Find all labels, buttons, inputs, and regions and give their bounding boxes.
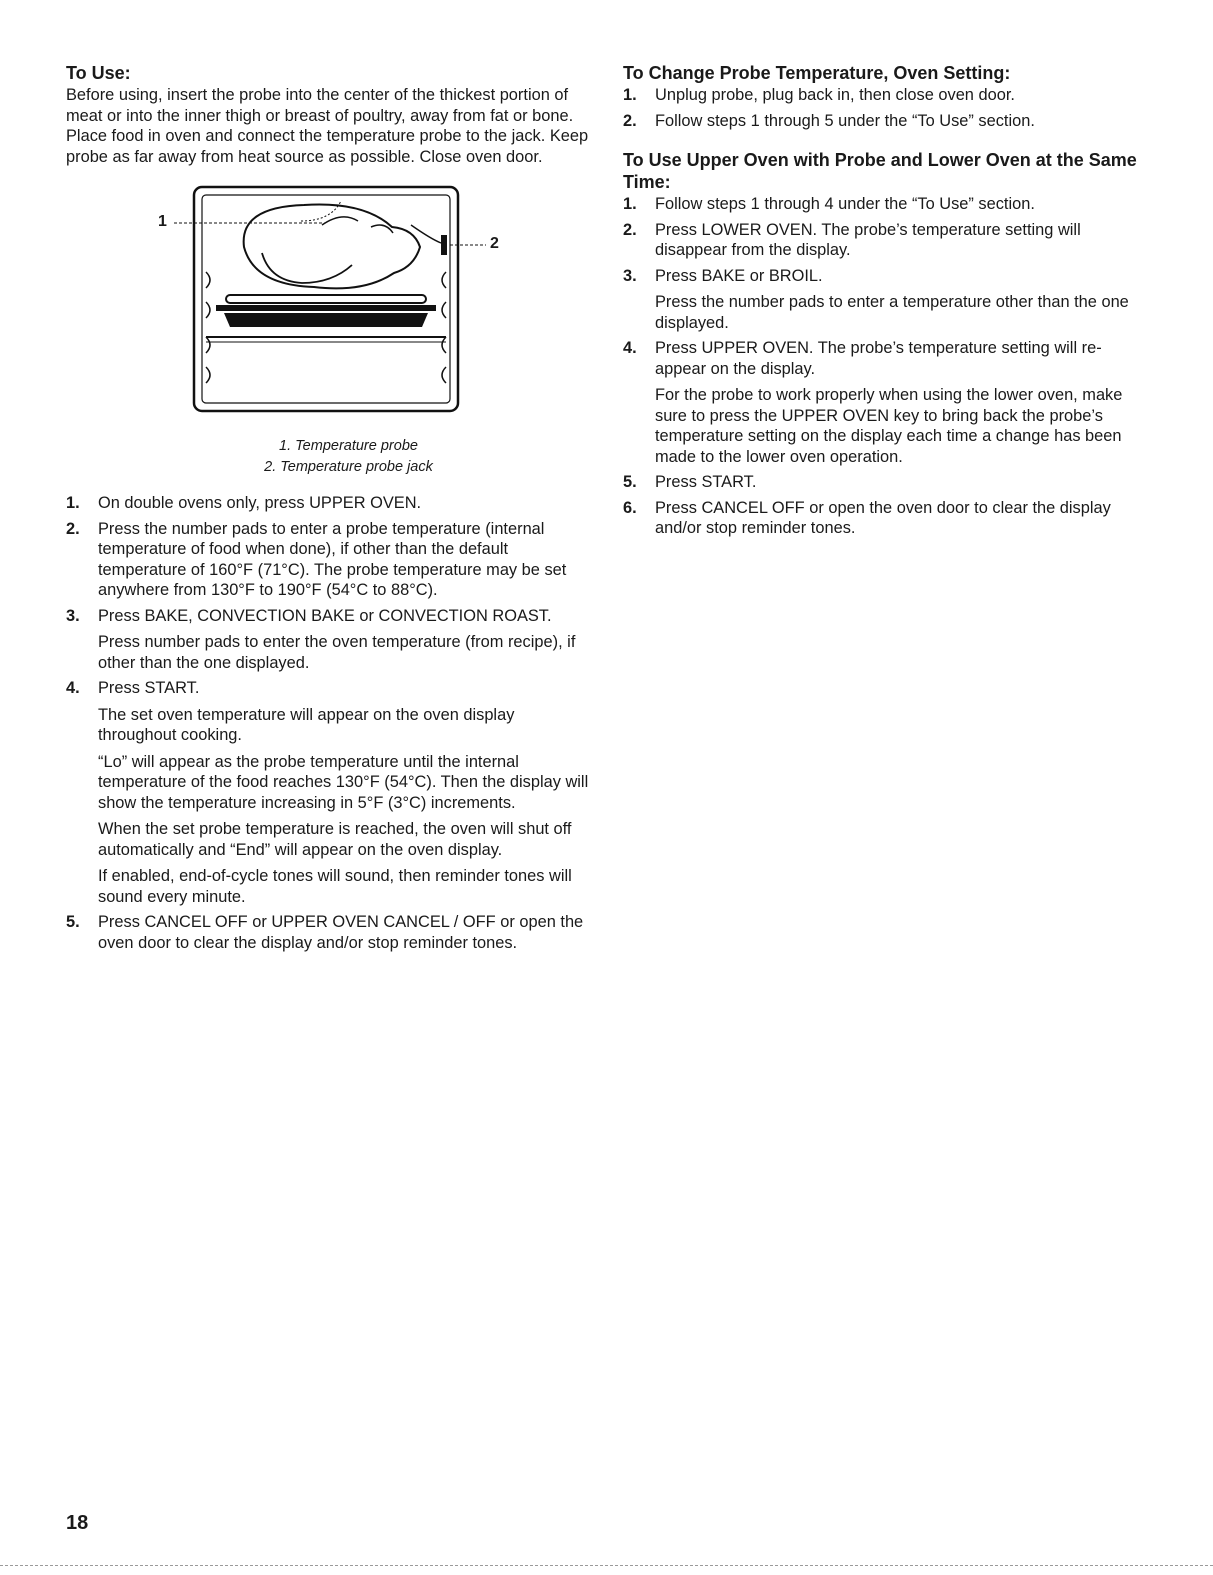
section-heading-upper-lower: To Use Upper Oven with Probe and Lower Oven at the Same Time:: [623, 150, 1137, 192]
step-text: Press BAKE, CONVECTION BAKE or CONVECTION ROAST.: [98, 606, 552, 625]
step-subtext: Press number pads to enter the oven temperature (from recipe), if other than the one displayed.: [98, 633, 576, 672]
oven-probe-illustration: [66, 177, 591, 437]
list-item: [66, 606, 591, 674]
list-item: [66, 678, 591, 907]
list-item: [623, 111, 1150, 132]
step-number: 3.: [66, 606, 80, 625]
step-subtext: If enabled, end-of-cycle tones will sound, then reminder tones will sound every minute.: [98, 867, 572, 906]
step-text: Unplug probe, plug back in, then close oven door.: [655, 86, 1015, 104]
step-text: Press START.: [98, 679, 200, 697]
callout-2: 2: [490, 235, 499, 252]
oven-cavity-drawing: [66, 177, 591, 437]
callout-1: 1: [158, 213, 167, 230]
step-number: 5.: [623, 473, 637, 491]
step-number: 2.: [623, 220, 637, 239]
step-number: 5.: [66, 913, 80, 931]
change-probe-steps: [623, 85, 1150, 131]
upper-lower-steps: [623, 194, 1150, 539]
list-item: [623, 266, 1150, 334]
figure-caption-2: 2. Temperature probe jack: [264, 459, 433, 475]
step-subtext: For the probe to work properly when using the lower oven, make sure to press the UPPER OVEN key to bring back the probe’s temperature setting on the display each time a change has been made to the lower oven operation.: [655, 386, 1123, 466]
list-item: [66, 493, 591, 514]
left-column: [66, 62, 591, 958]
step-number: 2.: [66, 519, 80, 538]
step-text: Press the number pads to enter a probe temperature (internal temperature of food when done), if other than the default temperature of 160°F (71°C). The probe temperature may be set anywhere from 130°F to 190°F (54°C to 88°C).: [98, 519, 567, 599]
step-text: Press CANCEL OFF or UPPER OVEN CANCEL / OFF or open the oven door to clear the display and/or stop reminder tones.: [98, 913, 584, 952]
step-text: On double ovens only, press UPPER OVEN.: [98, 494, 422, 512]
step-number: 1.: [623, 195, 637, 213]
list-item: [66, 519, 591, 601]
section-heading-change-probe: To Change Probe Temperature, Oven Setting:: [623, 63, 1011, 83]
list-item: [623, 338, 1150, 467]
page-bottom-divider: [0, 1565, 1213, 1566]
step-number: 1.: [623, 86, 637, 104]
page-number: 18: [66, 1512, 89, 1534]
section-heading-to-use: To Use:: [66, 63, 131, 83]
step-subtext: “Lo” will appear as the probe temperature until the internal temperature of the food reaches 130°F (54°C). Then the display will show the temperature increasing in 5°F (3°C) increments.: [98, 752, 589, 812]
to-use-steps: [66, 493, 591, 953]
step-subtext: When the set probe temperature is reached, the oven will shut off automatically and “End” will appear on the oven display.: [98, 820, 572, 859]
right-column: [623, 62, 1150, 544]
list-item: [623, 85, 1150, 106]
figure-caption-1: 1. Temperature probe: [279, 438, 418, 454]
list-item: [623, 194, 1150, 215]
step-number: 6.: [623, 498, 637, 517]
list-item: [66, 912, 591, 953]
list-item: [623, 472, 1150, 493]
step-text: Press UPPER OVEN. The probe’s temperature setting will re-appear on the display.: [655, 339, 1102, 378]
step-number: 1.: [66, 494, 80, 512]
step-number: 2.: [623, 111, 637, 130]
step-text: Press BAKE or BROIL.: [655, 266, 823, 285]
step-subtext: The set oven temperature will appear on the oven display throughout cooking.: [98, 705, 515, 744]
step-text: Follow steps 1 through 5 under the “To Use” section.: [655, 111, 1035, 130]
step-number: 4.: [66, 679, 80, 697]
step-text: Press CANCEL OFF or open the oven door to clear the display and/or stop reminder tones.: [655, 498, 1111, 537]
list-item: [623, 220, 1150, 261]
list-item: [623, 498, 1150, 539]
step-text: Press LOWER OVEN. The probe’s temperature setting will disappear from the display.: [655, 220, 1081, 259]
step-number: 3.: [623, 266, 637, 285]
step-text: Press START.: [655, 473, 757, 491]
step-text: Follow steps 1 through 4 under the “To Use” section.: [655, 195, 1035, 213]
step-number: 4.: [623, 339, 637, 357]
intro-paragraph: Before using, insert the probe into the center of the thickest portion of meat or into the inner thigh or breast of poultry, away from fat or bone. Place food in oven and connect the temperature probe to the jack. Keep probe as far away from heat source as possible. Close oven door.: [66, 86, 589, 166]
step-subtext: Press the number pads to enter a temperature other than the one displayed.: [655, 293, 1129, 332]
